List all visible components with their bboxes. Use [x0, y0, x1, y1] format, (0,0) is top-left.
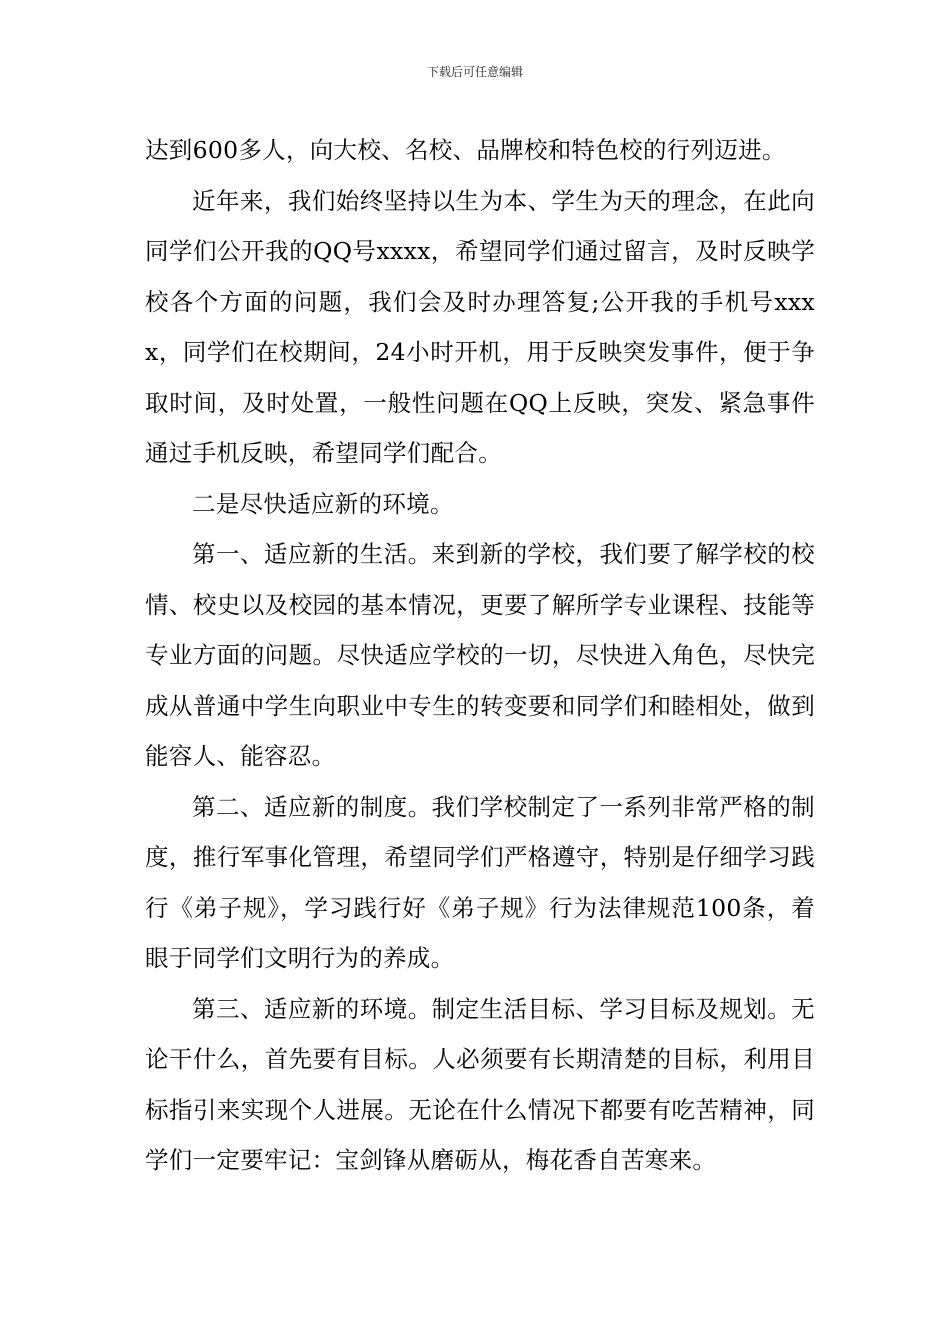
- paragraph-1: 达到600多人，向大校、名校、品牌校和特色校的行列迈进。: [145, 136, 786, 164]
- paragraph-5: 第二、适应新的制度。我们学校制定了一系列非常严格的制度，推行军事化管理，希望同学们严格遵守，特别是仔细学习践行《弟子规》，学习践行好《弟子规》行为法律规范100条，着眼于同学们文明行为的养成。: [145, 792, 815, 972]
- document-body: [145, 125, 815, 1186]
- paragraph-3: 二是尽快适应新的环境。: [192, 489, 454, 518]
- paragraph-2: 近年来，我们始终坚持以生为本、学生为天的理念，在此向同学们公开我的QQ号xxxx，希望同学们通过留言，及时反映学校各个方面的问题，我们会及时办理答复;公开我的手机号xxxx，同学们在校期间，24小时开机，用于反映突发事件，便于争取时间，及时处置，一般性问题在QQ上反映，突发、紧急事件通过手机反映，希望同学们配合。: [145, 186, 815, 467]
- page-header: 下载后可任意编辑: [426, 65, 523, 79]
- paragraph-6: 第三、适应新的环境。制定生活目标、学习目标及规划。无论干什么，首先要有目标。人必须要有长期清楚的目标，利用目标指引来实现个人进展。无论在什么情况下都要有吃苦精神，同学们一定要牢记：宝剑锋从磨砺从，梅花香自苦寒来。: [145, 994, 815, 1174]
- paragraph-4: 第一、适应新的生活。来到新的学校，我们要了解学校的校情、校史以及校园的基本情况，更要了解所学专业课程、技能等专业方面的问题。尽快适应学校的一切，尽快进入角色，尽快完成从普通中学生向职业中专生的转变要和同学们和睦相处，做到能容人、能容忍。: [145, 540, 815, 770]
